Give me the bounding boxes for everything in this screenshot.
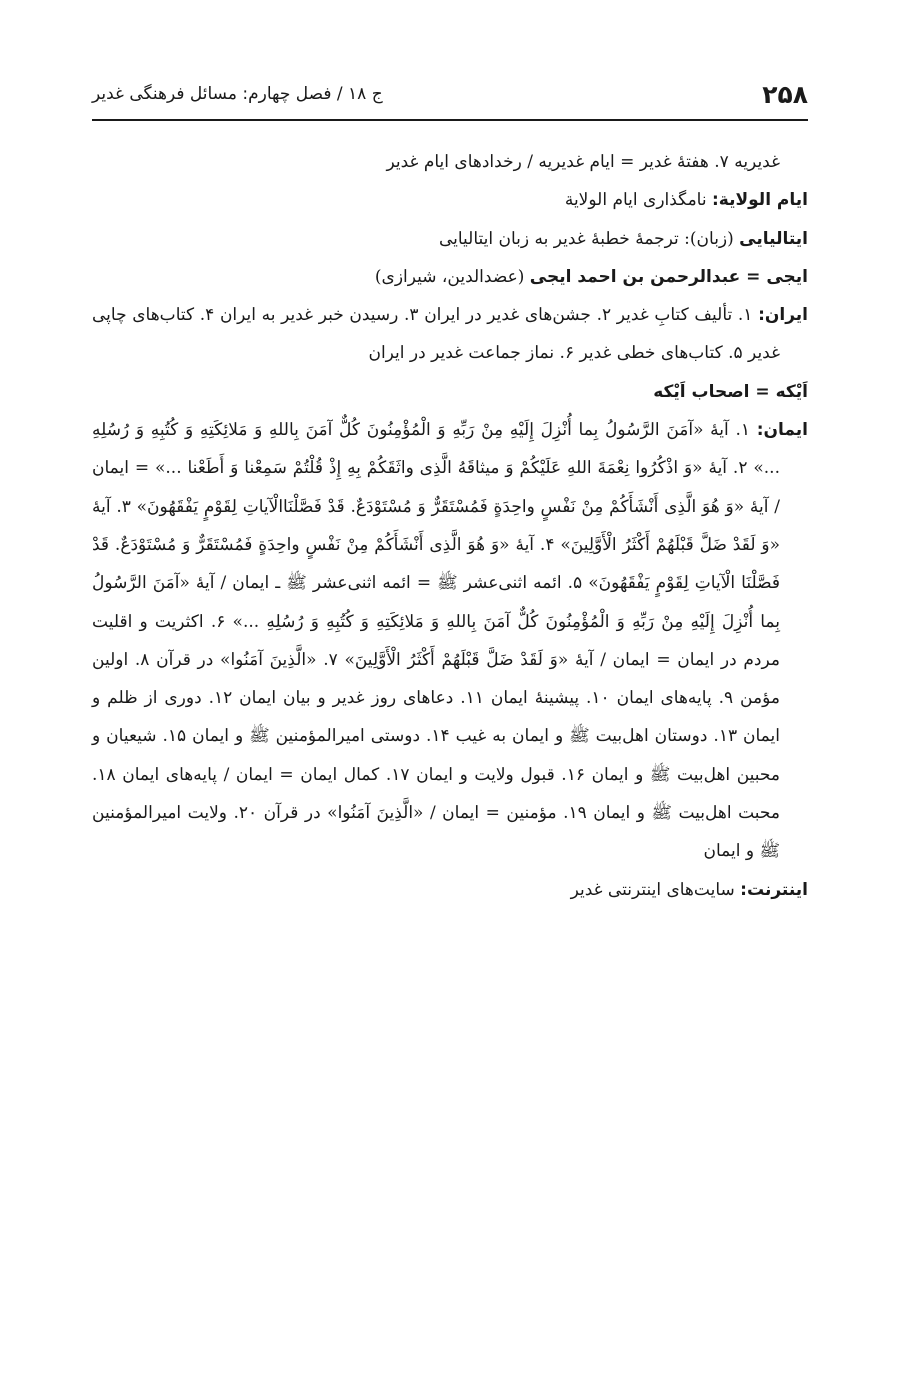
entry-term: ایجی = عبدالرحمن بن احمد ایجی bbox=[529, 266, 808, 287]
index-entries bbox=[92, 143, 808, 909]
header-divider bbox=[92, 119, 808, 121]
index-entry-iman bbox=[92, 411, 808, 871]
index-entry-italian bbox=[92, 220, 808, 258]
entry-term: ایران: bbox=[758, 305, 808, 326]
entry-term: اَیْکه = اصحاب اَیْکه bbox=[653, 381, 808, 402]
running-header-title: ج ۱۸ / فصل چهارم: مسائل فرهنگی غدیر bbox=[92, 84, 383, 104]
index-entry-iran bbox=[92, 296, 808, 373]
index-entry-internet bbox=[92, 871, 808, 909]
entry-text: (زبان): ترجمهٔ خطبهٔ غدیر به زبان ایتالیایی bbox=[438, 228, 740, 249]
entry-text: غدیریه ۷. هفتهٔ غدیر = ایام غدیریه / رخدادهای ایام غدیر bbox=[386, 152, 780, 172]
entry-term: ایام الولایة: bbox=[712, 190, 808, 211]
entry-text: ۱. آیهٔ «آمَنَ الرَّسُولُ بِما أُنْزِلَ إِلَیْهِ مِنْ رَبِّهِ وَ الْمُؤْمِنُونَ کُلٌّ آمَنَ بِاللهِ وَ مَلائِکَتِهِ وَ کُتُبِهِ وَ رُسُلِهِ ...» ۲. آیهٔ «وَ اذْکُرُوا نِعْمَةَ اللهِ عَلَیْکُمْ وَ میثاقَهُ الَّذِی واثَقَکُمْ بِهِ إِذْ قُلْتُمْ سَمِعْنا وَ أَطَعْنا ...» = ایمان / آیهٔ «وَ هُوَ الَّذِی أَنْشَأَکُمْ مِنْ نَفْسٍ واحِدَةٍ فَمُسْتَقَرٌّ وَ مُسْتَوْدَعٌ. قَدْ فَصَّلْنَاالْآیاتِ لِقَوْمٍ یَفْقَهُونَ» ۳. آیهٔ «وَ لَقَدْ ضَلَّ قَبْلَهُمْ أَکْثَرُ الْأَوَّلِینَ» ۴. آیهٔ «وَ هُوَ الَّذِی أَنْشَأَکُمْ مِنْ نَفْسٍ واحِدَةٍ فَمُسْتَقَرٌّ وَ مُسْتَوْدَعٌ. قَدْ فَصَّلْنَا الْآیاتِ لِقَوْمٍ یَفْقَهُونَ» ۵. ائمه اثنی‌عشر ﷺ = ائمه اثنی‌عشر ﷺ ـ ایمان / آیهٔ «آمَنَ الرَّسُولُ بِما أُنْزِلَ إِلَیْهِ مِنْ رَبِّهِ وَ الْمُؤْمِنُونَ کُلٌّ آمَنَ بِاللهِ وَ مَلائِکَتِهِ وَ کُتُبِهِ وَ رُسُلِهِ ...» ۶. اکثریت و اقلیت مردم در ایمان = ایمان / آیهٔ «وَ لَقَدْ ضَلَّ قَبْلَهُمْ أَکْثَرُ الْأَوَّلِینَ» ۷. «الَّذِینَ آمَنُوا» در قرآن ۸. اولین مؤمن ۹. پایه‌های ایمان ۱۰. پیشینهٔ ایمان ۱۱. دعاهای روز غدیر و بیان ایمان ۱۲. دوری از ظلم و ایمان ۱۳. دوستان اهل‌بیت ﷺ و ایمان به غیب ۱۴. دوستی امیرالمؤمنین ﷺ و ایمان ۱۵. شیعیان و محبین اهل‌بیت ﷺ و ایمان ۱۶. قبول ولایت و ایمان ۱۷. کمال ایمان = ایمان / پایه‌های ایمان ۱۸. محبت اهل‌بیت ﷺ و ایمان ۱۹. مؤمنین = ایمان / «الَّذِینَ آمَنُوا» در قرآن ۲۰. ولایت امیرالمؤمنین ﷺ و ایمان bbox=[92, 420, 780, 862]
entry-text: (عضدالدین، شیرازی) bbox=[374, 266, 530, 287]
index-entry-ayyam-al-velayah bbox=[92, 181, 808, 219]
entry-term: ایمان: bbox=[756, 420, 808, 441]
index-entry-iji bbox=[92, 258, 808, 296]
entry-text: نامگذاری ایام الولایة bbox=[564, 190, 712, 211]
page-number: ۲۵۸ bbox=[762, 79, 808, 109]
entry-term: ایتالیایی bbox=[739, 228, 808, 249]
entry-term: اینترنت: bbox=[740, 879, 808, 900]
running-header bbox=[92, 74, 808, 114]
entry-text: ۱. تألیف کتابِ غدیر ۲. جشن‌های غدیر در ایران ۳. رسیدن خبر غدیر به ایران ۴. کتاب‌های چاپی غدیر ۵. کتاب‌های خطی غدیر ۶. نماز جماعت غدیر در ایران bbox=[92, 305, 780, 364]
entry-text: سایت‌های اینترنتی غدیر bbox=[570, 879, 741, 900]
index-entry-aykah bbox=[92, 373, 808, 411]
index-entry-continuation bbox=[92, 143, 808, 181]
